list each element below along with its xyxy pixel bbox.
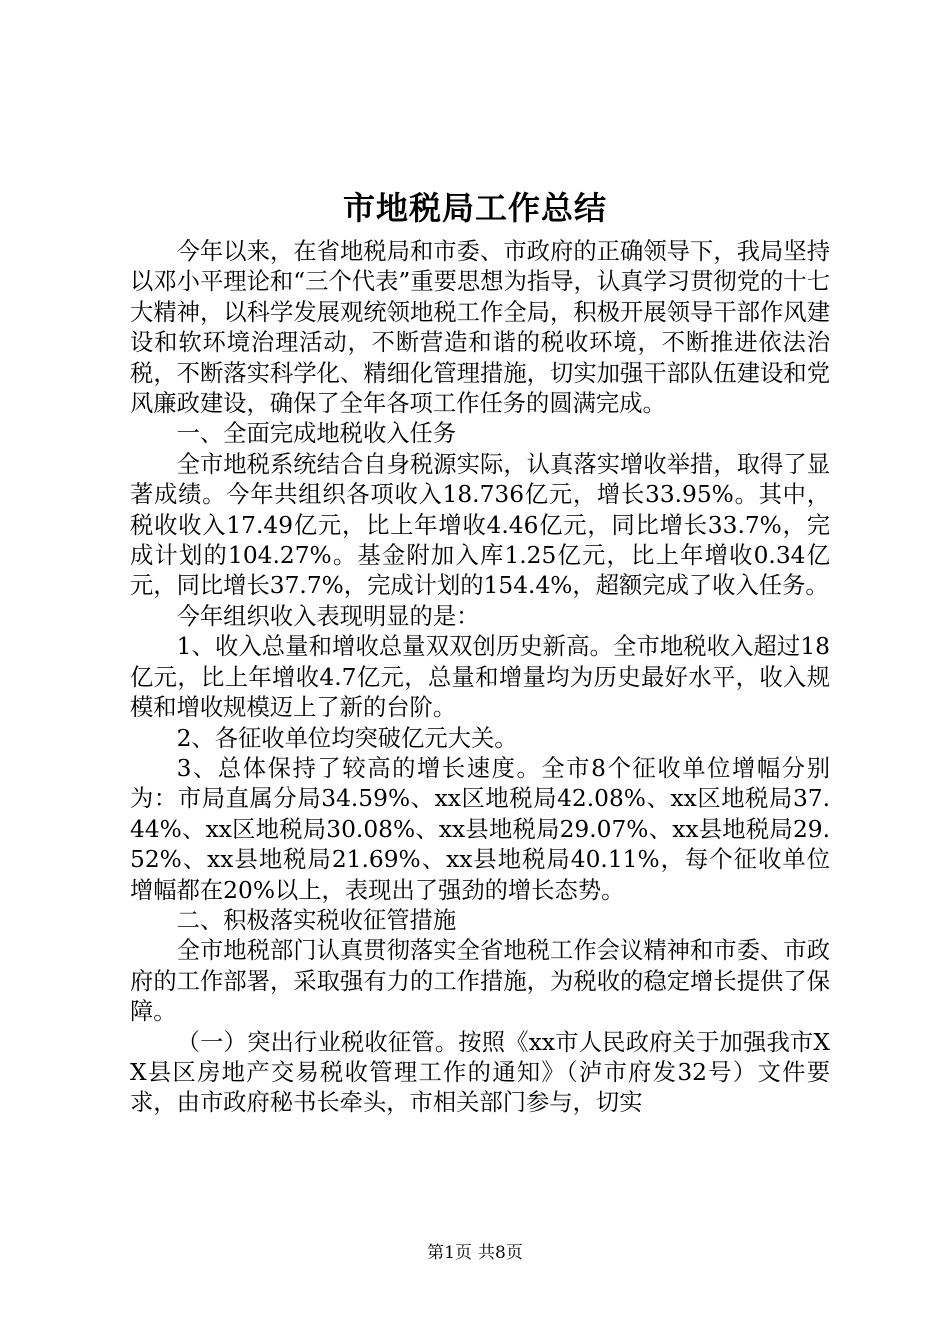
paragraph-intro: 今年以来，在省地税局和市委、市政府的正确领导下，我局坚持以邓小平理论和“三个代表”重要思想为指导，认真学习贯彻党的十七大精神，以科学发展观统领地税工作全局，积极开展领导干部作风建设和软环境治理活动，不断营造和谐的税收环境，不断推进依法治税，不断落实科学化、精细化管理措施，切实加强干部队伍建设和党风廉政建设，确保了全年各项工作任务的圆满完成。 [130, 238, 830, 418]
list-item-1: 1、收入总量和增收总量双双创历史新高。全市地税收入超过18亿元，比上年增收4.7亿元，总量和增量均为历史最好水平，收入规模和增收规模迈上了新的台阶。 [130, 633, 830, 722]
section-heading-1: 一、全面完成地税收入任务 [176, 420, 457, 448]
list-item-2: 2、各征收单位均突破亿元大关。 [176, 724, 518, 752]
paragraph-highlights-intro: 今年组织收入表现明显的是： [176, 602, 480, 630]
page-footer [0, 1242, 950, 1264]
paragraph-subsection-1: （一）突出行业税收征管。按照《xx市人民政府关于加强我市XX县区房地产交易税收管理工作的通知》（泸市府发32号）文件要求，由市政府秘书长牵头，市相关部门参与，切实 [130, 1028, 830, 1117]
page-number: 第1页 [427, 1243, 472, 1263]
section-heading-2: 二、积极落实税收征管措施 [176, 906, 457, 934]
page-total: 共8页 [478, 1243, 523, 1263]
document-body [130, 237, 830, 1119]
document-title: 市地税局工作总结 [342, 189, 607, 227]
paragraph-revenue: 全市地税系统结合自身税源实际，认真落实增收举措，取得了显著成绩。今年共组织各项收入18.736亿元，增长33.95%。其中，税收收入17.49亿元，比上年增收4.46亿元，同比增长33.7%，完成计划的104.27%。基金附加入库1.25亿元，比上年增收0.34亿元，同比增长37.7%，完成计划的154.4%，超额完成了收入任务。 [130, 450, 830, 600]
paragraph-measures: 全市地税部门认真贯彻落实全省地税工作会议精神和市委、市政府的工作部署，采取强有力的工作措施，为税收的稳定增长提供了保障。 [130, 937, 830, 1026]
list-item-3: 3、总体保持了较高的增长速度。全市8个征收单位增幅分别为：市局直属分局34.59%、xx区地税局42.08%、xx区地税局37.44%、xx区地税局30.08%、xx县地税局29.07%、xx县地税局29.52%、xx县地税局21.69%、xx县地税局40.11%，每个征收单位增幅都在20%以上，表现出了强劲的增长态势。 [130, 754, 830, 904]
